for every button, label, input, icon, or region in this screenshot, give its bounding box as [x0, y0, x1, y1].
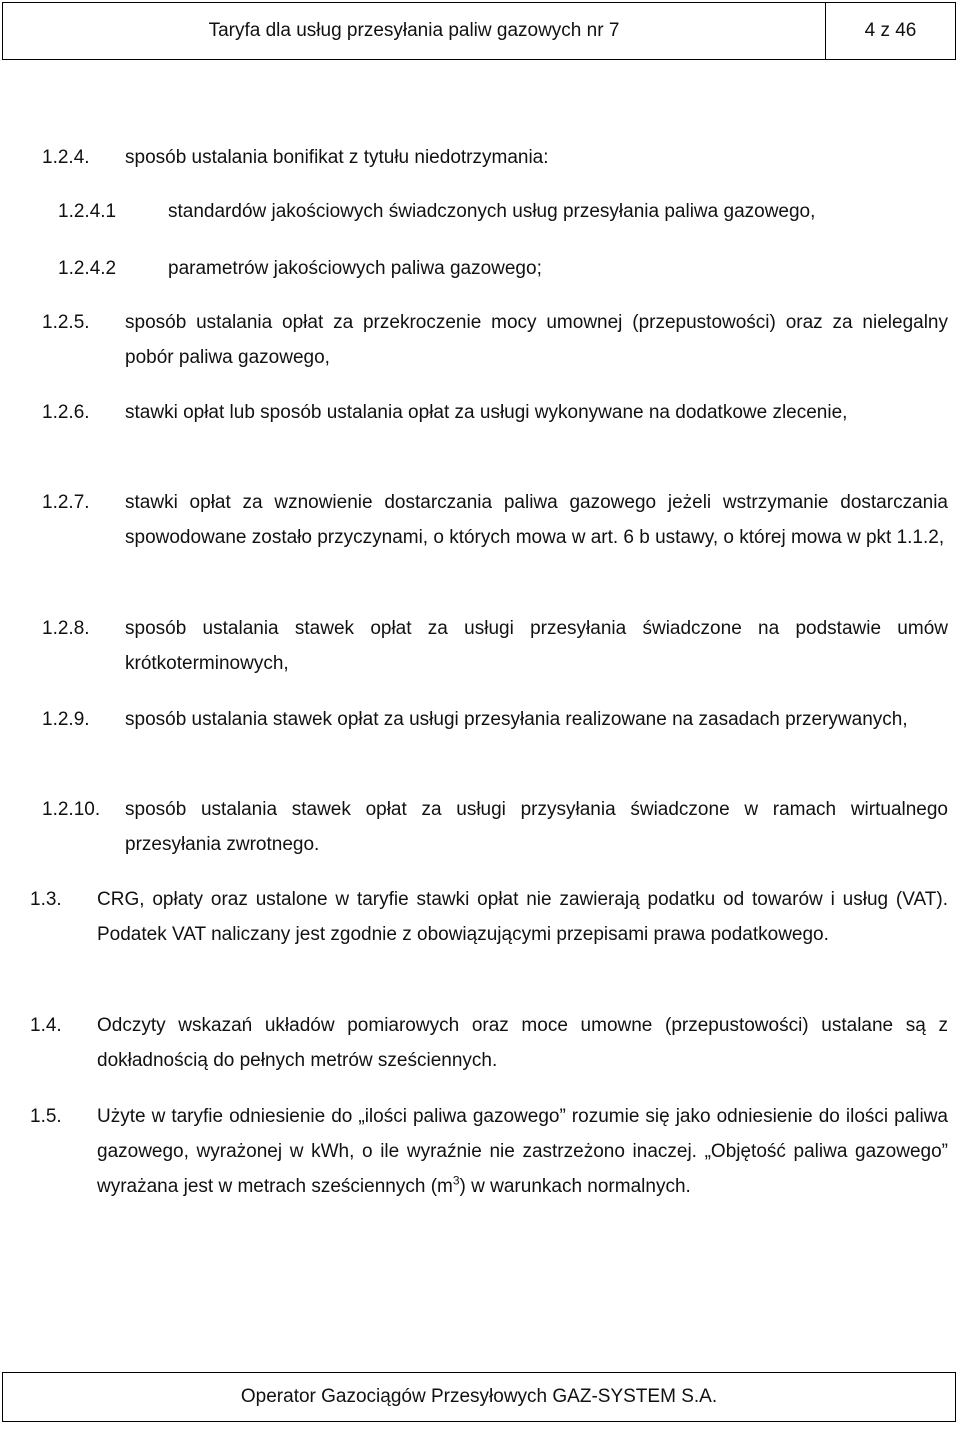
item-number: 1.4.: [30, 1015, 62, 1036]
item-number: 1.2.9.: [42, 709, 90, 730]
item-number: 1.2.5.: [42, 312, 90, 333]
footer-text: Operator Gazociągów Przesyłowych GAZ-SYSTEM S.A.: [240, 1386, 718, 1407]
item-text: [97, 1099, 948, 1204]
page-footer: [2, 1372, 956, 1422]
item-text: sposób ustalania stawek opłat za usługi przysyłania świadczone w ramach wirtualnego przesyłania zwrotnego.: [125, 799, 948, 855]
page-header: [2, 2, 956, 60]
item-text: standardów jakościowych świadczonych usług przesyłania paliwa gazowego,: [168, 201, 816, 222]
item-number: 1.2.4.: [42, 147, 90, 168]
item-number: 1.2.4.2: [58, 258, 117, 279]
item-text: parametrów jakościowych paliwa gazowego;: [168, 258, 542, 279]
item-number: 1.2.7.: [42, 492, 90, 513]
item-number: 1.2.10.: [42, 799, 101, 820]
item-text-part: Użyte w taryfie odniesienie do „ilości paliwa gazowego” rozumie się jako odniesienie do ilości paliwa gazowego, wyrażonej w kWh, o ile wyraźnie nie zastrzeżono inaczej. „Objętość paliwa gazowego” wyrażana jest w metrach sześciennych (m: [97, 1106, 948, 1197]
item-text: sposób ustalania bonifikat z tytułu niedotrzymania:: [125, 147, 549, 168]
item-text: sposób ustalania stawek opłat za usługi przesyłania realizowane na zasadach przerywanych,: [125, 709, 908, 730]
item-number: 1.2.6.: [42, 402, 90, 423]
item-text: stawki opłat lub sposób ustalania opłat za usługi wykonywane na dodatkowe zlecenie,: [125, 402, 848, 423]
item-text: CRG, opłaty oraz ustalone w taryfie stawki opłat nie zawierają podatku od towarów i usług (VAT). Podatek VAT naliczany jest zgodnie z obowiązującymi przepisami prawa podatkowego.: [97, 889, 948, 945]
item-number: 1.3.: [30, 889, 62, 910]
item-text: stawki opłat za wznowienie dostarczania paliwa gazowego jeżeli wstrzymanie dostarczania spowodowane zostało przyczynami, o których mowa w art. 6 b ustawy, o której mowa w pkt 1.1.2,: [125, 492, 948, 548]
item-number: 1.5.: [30, 1106, 62, 1127]
header-page-number: 4 z 46: [864, 20, 917, 41]
item-text-part: ) w warunkach normalnych.: [459, 1176, 691, 1197]
superscript: 3: [452, 1173, 460, 1188]
item-text: sposób ustalania opłat za przekroczenie mocy umownej (przepustowości) oraz za nielegalny pobór paliwa gazowego,: [125, 312, 948, 368]
item-text: Odczyty wskazań układów pomiarowych oraz moce umowne (przepustowości) ustalane są z dokładnością do pełnych metrów sześciennych.: [97, 1015, 948, 1071]
header-title: Taryfa dla usług przesyłania paliw gazowych nr 7: [3, 3, 826, 59]
item-number: 1.2.8.: [42, 618, 90, 639]
item-number: 1.2.4.1: [58, 201, 117, 222]
item-text: sposób ustalania stawek opłat za usługi przesyłania świadczone na podstawie umów krótkoterminowych,: [125, 618, 948, 674]
